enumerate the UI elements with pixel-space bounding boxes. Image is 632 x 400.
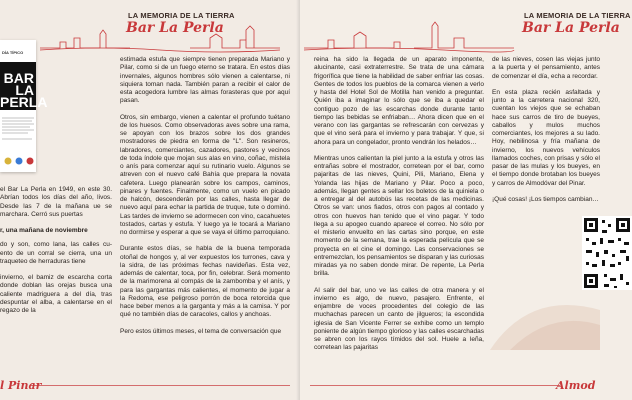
header-title: Bar La Perla [126, 20, 224, 36]
right-col1-paragraph: reina ha sido la llegada de un aparato imponente, alucinante, casi extraterrestre. Se trata de una cámara frigorífica que tiene la habilidad de saber enfriar las cosas. Gentes de todos los pueblos de la comarca vienen a verlo y hasta del Hotel Sol de Motilla han venido a preguntar. Quién iba a imaginar lo sólo que se iba a quedar el contiguo pozo de las escarchas donde durante tanto tiempo las bebidas se enfriaban… Ahora dicen que en el verano con las gargantas se refrescarán con cervezas y que el vino será para el invierno y para trabajar. Y que, si ahora para un congelador, pronto vendrán los helados… [314, 56, 484, 146]
right-column-1 [314, 56, 484, 372]
left-col2-paragraph: Durante estos días, se habla de la buena temporada otoñal de hongos y, al ver expuestos los turrones, cava y la sidra, de las próximas fechas navideñas. Esta vez, además de calentar, toca, por fin, celebrar. Será momento de la marimorena al compás de la zambomba y el anís, y para las gargantas más calientes, el momento de jugar a la Redoma, ese peligroso porrón de boca retorcida que hace beber menos a la garganta y más a la camisa. Y por qué no también días de caracoles, callos y anchoas. [120, 245, 290, 319]
right-page [300, 0, 631, 400]
right-col1-paragraph: Mientras unos calientan la piel junto a la estufa y otros las entrañas sobre el mostrador, corretean por el bar, como pajaritas de las nieves, Quini, Pili, Mariano, Elena y Yolanda las hijas de Mariano y Pilar. Poco a poco, además, llegan gentes a sellar los boletos de la quiniela o a entregar al del autobús las recetas de las medicinas. Otros se van: unos fiados, otros con pagos al contado y otros con huevos han tenido que el vino pagar. Y todo llega a su apogeo cuando aparece el correo. No sólo por el misterio envuelto en las cartas sino porque, en este momento de la semana, trae la esperada película que se proyecta en el cine el domingo. Las conservaciones se entremezclan, los pensamientos se disparan y las curiosas miradas ya no saben donde mirar. De repente, La Perla brilla. [314, 154, 484, 278]
poster-top-text: DÍA TÍPICO [2, 50, 24, 55]
footer-divider [30, 385, 290, 386]
right-col1-paragraph: Al salir del bar, uno ve las calles de otra manera y el invierno es algo, de nuevo, pasajero. Enfrente, el enjambre de voces procedentes del colegio de las muchachas parecen un canto de jilgueros; la escondida iglesia de San Vicente Ferrer se exhibe como un templo poniente de algún tiempo glorioso y las calles escarchadas se abren con los rayos tímidos del sol. Huele a leña, corretean las pajaritas [314, 286, 484, 352]
left-col1-paragraph: invierno, el bamiz de escarcha corta donde doblan las orejas busca una caliente madriguera a del día, tras despuntar el alba, a calentarse en el regazo de la [0, 274, 112, 314]
poster-caption-lines [2, 116, 34, 147]
header-title: Bar La Perla [522, 20, 620, 36]
footer-divider [310, 385, 560, 386]
left-col1-paragraph: do y son, como lana, las calles cu- ento de un corral se cierra, una un traqueteo de herraduras tiene [0, 241, 112, 265]
bar-la-perla-poster [0, 40, 48, 172]
sponsor-logos-icon [3, 156, 35, 166]
left-column-2 [120, 56, 290, 372]
left-page [0, 0, 300, 400]
header-supertitle: LA MEMORIA DE LA TIERRA [524, 11, 631, 20]
section-subheading: r, una mañana de noviembre [0, 227, 88, 234]
bar-la-perla-logo: BAR LA PERLA [0, 62, 36, 110]
village-skyline-illustration [304, 8, 514, 52]
right-col2-paragraph: En esta plaza recién asfaltada y junto a la carretera nacional 320, cuentan los viejos que se echaban hace sus carros de tiro de bueyes, caballos y mulos muchos comerciantes, los mejores a su lado. Hoy, nebilinosa y fría mañana de invierno, los nuevos vehículos llamados coches, con prisas y sólo el pasar de las mulas y los bueyes, en el tiempo donde brotaban los bueyes y carros de Almodóvar del Pinar. [492, 88, 600, 187]
header-supertitle: LA MEMORIA DE LA TIERRA [128, 11, 235, 20]
right-col2-paragraph: ¡Qué cosas! ¡Los tiempos cambian… [492, 195, 599, 203]
left-col2-paragraph: estimada estufa que siempre tienen preparada Mariano y Pilar, como si de un fuego eterno se tratara. En estos días invernales, algunos hombres sólo vienen a calentarse, ni siquiera toman nada. También paran a recibir el calor de esta acogedora lumbre las almas forasteras que por aquí pasan. [120, 56, 290, 105]
left-footer-text: l Pinar [0, 379, 42, 392]
left-column-1 [0, 186, 112, 372]
right-col2-paragraph: de las nieves, cosen las viejas junto a la puerta y el pensamiento, antes de comenzar el día, echa a recordar. [492, 56, 600, 80]
right-column-2 [492, 56, 600, 216]
left-col2-paragraph: Otros, sin embargo, vienen a calentar el profundo tuétano de los huesos. Como observadoras aves sobre una rama, se apoyan con los brazos sobre los dos grandes mostradores de piedra en forma de "L". Son resineros, labradores, comerciantes, cazadores, pastores y vecinos de toda índole que mojan sus alas en vino, coñac, mistela o anís para comenzar aquí su rutinario vuelo. Algunos se atreven con el nuevo café Bahía que prepara la novata cafetera. Luego planearán sobre los campos, caminos, pinares y fuentes. Finalmente, como un vuelo en picado de halcón, descenderán por las calles, hasta llegar de nuevo aquí para echar la partida de truque, tute o dominó. Las tardes de invierno se adormecen con vino, cacahuetes tostados, cartas y estufa. Y luego ya le tocará a Mariano no dormirse y esperar a que se vaya el último parroquiano. [120, 113, 290, 236]
right-footer-text: Almod [556, 379, 596, 392]
left-col1-paragraph: el Bar La Perla en 1949, en este 30. Abrían todos los días del año, livos. Desde las 7 de la mañana ue se marchara. Cerró sus puertas [0, 186, 112, 218]
left-col2-paragraph: Pero estos últimos meses, el tema de conversación que [120, 327, 282, 335]
qr-code-icon[interactable] [582, 216, 632, 290]
